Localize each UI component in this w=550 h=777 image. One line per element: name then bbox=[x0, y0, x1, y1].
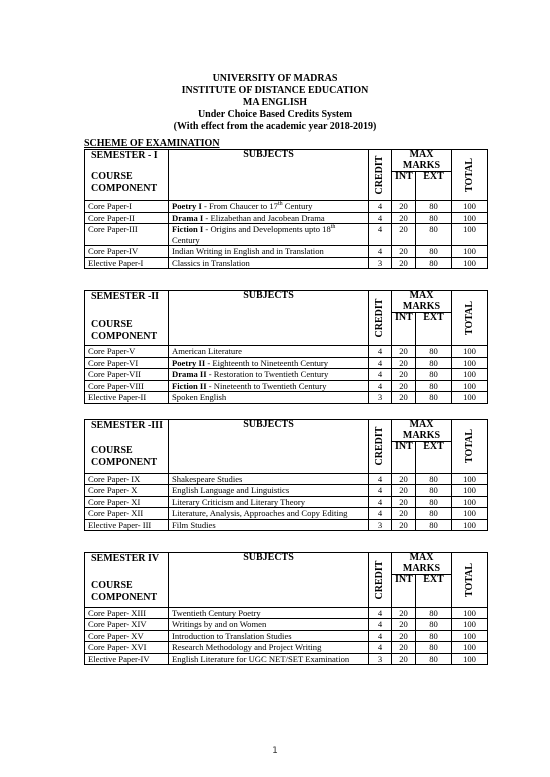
ext-marks: 80 bbox=[416, 508, 452, 520]
course-component: Elective Paper-II bbox=[85, 392, 169, 404]
total-label: TOTAL bbox=[463, 158, 475, 193]
int-marks: 20 bbox=[392, 630, 416, 642]
subject-text: Introduction to Translation Studies bbox=[172, 630, 292, 641]
subject bbox=[169, 485, 369, 497]
total-marks: 100 bbox=[452, 473, 488, 485]
subject-title: Poetry II bbox=[172, 357, 206, 368]
course-component: Core Paper-III bbox=[85, 224, 169, 246]
subject-text: Research Methodology and Project Writing bbox=[172, 642, 322, 653]
course-component: Core Paper- XI bbox=[85, 496, 169, 508]
subject-text: English Language and Linguistics bbox=[172, 485, 290, 496]
course-component-label: COURSE COMPONENT bbox=[91, 580, 158, 603]
ext-marks: 80 bbox=[416, 630, 452, 642]
table-row bbox=[85, 224, 488, 246]
header-int: INT bbox=[392, 172, 416, 201]
header-ext: EXT bbox=[416, 172, 452, 201]
ext-marks: 80 bbox=[416, 485, 452, 497]
course-component: Core Paper- IX bbox=[85, 473, 169, 485]
ext-marks: 80 bbox=[416, 346, 452, 358]
subject-text: - Origins and Developments upto 18 bbox=[203, 224, 331, 235]
ext-marks: 80 bbox=[416, 246, 452, 258]
table-row bbox=[85, 496, 488, 508]
total-marks: 100 bbox=[452, 653, 488, 665]
table-row bbox=[85, 346, 488, 358]
ordinal-suffix: th bbox=[277, 201, 283, 208]
course-component: Core Paper-VI bbox=[85, 357, 169, 369]
subject bbox=[169, 257, 369, 269]
institute-name: INSTITUTE OF DISTANCE EDUCATION bbox=[181, 85, 369, 96]
total-marks: 100 bbox=[452, 380, 488, 392]
int-marks: 20 bbox=[392, 369, 416, 381]
subject bbox=[169, 212, 369, 224]
ext-marks: 80 bbox=[416, 392, 452, 404]
ext-marks: 80 bbox=[416, 653, 452, 665]
subject bbox=[169, 392, 369, 404]
int-marks: 20 bbox=[392, 519, 416, 531]
table-row bbox=[85, 485, 488, 497]
semester-table bbox=[84, 149, 488, 269]
subject-title: Drama I bbox=[172, 212, 204, 223]
credit-label: CREDIT bbox=[373, 155, 385, 195]
credit-value: 4 bbox=[369, 473, 392, 485]
course-component: Elective Paper-I bbox=[85, 257, 169, 269]
header-subjects: SUBJECTS bbox=[169, 553, 369, 608]
header-max-marks: MAX MARKS bbox=[392, 420, 452, 442]
ext-marks: 80 bbox=[416, 212, 452, 224]
subject-title: Fiction II bbox=[172, 380, 207, 391]
page-number: 1 bbox=[272, 746, 278, 756]
subject bbox=[169, 246, 369, 258]
int-marks: 20 bbox=[392, 257, 416, 269]
subject bbox=[169, 653, 369, 665]
credit-value: 4 bbox=[369, 619, 392, 631]
int-marks: 20 bbox=[392, 212, 416, 224]
semester-table bbox=[84, 290, 488, 404]
header-course-component bbox=[85, 291, 169, 346]
semester-label: SEMESTER - I bbox=[91, 150, 158, 161]
credit-value: 4 bbox=[369, 485, 392, 497]
subject-text: - From Chaucer to 17 bbox=[201, 201, 278, 212]
subject bbox=[169, 519, 369, 531]
table-row bbox=[85, 519, 488, 531]
university-name: UNIVERSITY OF MADRAS bbox=[212, 73, 338, 84]
ext-marks: 80 bbox=[416, 473, 452, 485]
header-ext: EXT bbox=[416, 442, 452, 474]
subject-text-end: Century bbox=[282, 201, 313, 212]
subject bbox=[169, 630, 369, 642]
int-marks: 20 bbox=[392, 653, 416, 665]
course-component: Core Paper- XV bbox=[85, 630, 169, 642]
header-total bbox=[452, 291, 488, 346]
subject-text: Classics in Translation bbox=[172, 257, 250, 268]
ext-marks: 80 bbox=[416, 380, 452, 392]
header-course-component bbox=[85, 553, 169, 608]
table-row bbox=[85, 380, 488, 392]
int-marks: 20 bbox=[392, 607, 416, 619]
total-label: TOTAL bbox=[463, 301, 475, 336]
ext-marks: 80 bbox=[416, 369, 452, 381]
subject-text: Film Studies bbox=[172, 519, 216, 530]
ordinal-suffix: th bbox=[330, 224, 336, 231]
table-row bbox=[85, 357, 488, 369]
course-component-label: COURSE COMPONENT bbox=[91, 171, 158, 194]
course-component: Core Paper- XIII bbox=[85, 607, 169, 619]
credit-label: CREDIT bbox=[373, 426, 385, 466]
credit-value: 4 bbox=[369, 496, 392, 508]
credit-value: 4 bbox=[369, 630, 392, 642]
course-component: Elective Paper- III bbox=[85, 519, 169, 531]
int-marks: 20 bbox=[392, 357, 416, 369]
subject-text: English Literature for UGC NET/SET Examination bbox=[172, 653, 350, 664]
total-marks: 100 bbox=[452, 508, 488, 520]
total-marks: 100 bbox=[452, 496, 488, 508]
header-total bbox=[452, 420, 488, 474]
total-marks: 100 bbox=[452, 607, 488, 619]
course-component: Elective Paper-IV bbox=[85, 653, 169, 665]
credit-value: 4 bbox=[369, 346, 392, 358]
programme-name: MA ENGLISH bbox=[242, 97, 308, 108]
total-marks: 100 bbox=[452, 346, 488, 358]
credit-value: 4 bbox=[369, 607, 392, 619]
total-label: TOTAL bbox=[463, 562, 475, 597]
credit-value: 4 bbox=[369, 357, 392, 369]
course-component: Core Paper- XII bbox=[85, 508, 169, 520]
table-row bbox=[85, 653, 488, 665]
course-component: Core Paper- X bbox=[85, 485, 169, 497]
int-marks: 20 bbox=[392, 346, 416, 358]
subject-text: Shakespeare Studies bbox=[172, 473, 243, 484]
subject bbox=[169, 607, 369, 619]
subject bbox=[169, 496, 369, 508]
header-credit bbox=[369, 553, 392, 608]
int-marks: 20 bbox=[392, 224, 416, 246]
subject bbox=[169, 224, 369, 246]
course-component: Core Paper-VII bbox=[85, 369, 169, 381]
ext-marks: 80 bbox=[416, 619, 452, 631]
credit-value: 4 bbox=[369, 246, 392, 258]
header-total bbox=[452, 553, 488, 608]
header-max-marks: MAX MARKS bbox=[392, 553, 452, 575]
course-component: Core Paper-V bbox=[85, 346, 169, 358]
subject-text: Writings by and on Women bbox=[172, 619, 267, 630]
subject bbox=[169, 380, 369, 392]
course-component: Core Paper-I bbox=[85, 201, 169, 213]
course-component: Core Paper-II bbox=[85, 212, 169, 224]
int-marks: 20 bbox=[392, 619, 416, 631]
table-row bbox=[85, 212, 488, 224]
table-row bbox=[85, 630, 488, 642]
semester-label: SEMESTER -II bbox=[91, 291, 160, 302]
int-marks: 20 bbox=[392, 392, 416, 404]
subject-text: - Restoration to Twentieth Century bbox=[206, 369, 329, 380]
subject bbox=[169, 201, 369, 213]
subject bbox=[169, 619, 369, 631]
int-marks: 20 bbox=[392, 642, 416, 654]
total-marks: 100 bbox=[452, 619, 488, 631]
total-marks: 100 bbox=[452, 201, 488, 213]
ext-marks: 80 bbox=[416, 201, 452, 213]
header-subjects: SUBJECTS bbox=[169, 150, 369, 201]
subject-text: - Nineteenth to Twentieth Century bbox=[206, 380, 327, 391]
int-marks: 20 bbox=[392, 246, 416, 258]
ext-marks: 80 bbox=[416, 357, 452, 369]
credit-value: 3 bbox=[369, 519, 392, 531]
credit-value: 4 bbox=[369, 201, 392, 213]
int-marks: 20 bbox=[392, 485, 416, 497]
table-row bbox=[85, 201, 488, 213]
header-credit bbox=[369, 420, 392, 474]
total-marks: 100 bbox=[452, 369, 488, 381]
table-row bbox=[85, 607, 488, 619]
header-int: INT bbox=[392, 313, 416, 346]
header-total bbox=[452, 150, 488, 201]
effective-year: (With effect from the academic year 2018-2019) bbox=[173, 121, 377, 132]
subject-text: Spoken English bbox=[172, 392, 227, 403]
scheme-title: SCHEME OF EXAMINATION bbox=[84, 138, 220, 149]
header-course-component bbox=[85, 420, 169, 474]
ext-marks: 80 bbox=[416, 607, 452, 619]
total-marks: 100 bbox=[452, 212, 488, 224]
total-marks: 100 bbox=[452, 257, 488, 269]
credit-value: 3 bbox=[369, 392, 392, 404]
total-marks: 100 bbox=[452, 392, 488, 404]
table-row bbox=[85, 246, 488, 258]
subject-text: Twentieth Century Poetry bbox=[172, 607, 261, 618]
course-component: Core Paper- XIV bbox=[85, 619, 169, 631]
credit-label: CREDIT bbox=[373, 298, 385, 338]
subject bbox=[169, 369, 369, 381]
table-row bbox=[85, 508, 488, 520]
total-marks: 100 bbox=[452, 485, 488, 497]
total-marks: 100 bbox=[452, 519, 488, 531]
credit-value: 4 bbox=[369, 380, 392, 392]
table-row bbox=[85, 473, 488, 485]
subject-text: American Literature bbox=[172, 346, 242, 357]
semester-label: SEMESTER IV bbox=[91, 553, 160, 564]
subject-text: - Eighteenth to Nineteenth Century bbox=[205, 357, 329, 368]
int-marks: 20 bbox=[392, 508, 416, 520]
int-marks: 20 bbox=[392, 473, 416, 485]
subject-text: Literature, Analysis, Approaches and Copy Editing bbox=[172, 508, 348, 519]
ext-marks: 80 bbox=[416, 496, 452, 508]
semester-label: SEMESTER -III bbox=[91, 420, 163, 431]
header-int: INT bbox=[392, 575, 416, 608]
credit-value: 4 bbox=[369, 224, 392, 246]
credit-value: 3 bbox=[369, 257, 392, 269]
subject bbox=[169, 473, 369, 485]
course-component: Core Paper-VIII bbox=[85, 380, 169, 392]
credit-value: 3 bbox=[369, 653, 392, 665]
int-marks: 20 bbox=[392, 496, 416, 508]
subject bbox=[169, 508, 369, 520]
credit-value: 4 bbox=[369, 642, 392, 654]
credit-value: 4 bbox=[369, 212, 392, 224]
header-max-marks: MAX MARKS bbox=[392, 291, 452, 313]
total-label: TOTAL bbox=[463, 429, 475, 464]
course-component-label: COURSE COMPONENT bbox=[91, 445, 158, 468]
table-row bbox=[85, 642, 488, 654]
subject-text-end: Century bbox=[172, 234, 200, 245]
int-marks: 20 bbox=[392, 201, 416, 213]
header-credit bbox=[369, 150, 392, 201]
course-component-label: COURSE COMPONENT bbox=[91, 319, 158, 342]
credit-value: 4 bbox=[369, 369, 392, 381]
table-row bbox=[85, 257, 488, 269]
subject bbox=[169, 357, 369, 369]
header-ext: EXT bbox=[416, 313, 452, 346]
subject-text: Indian Writing in English and in Translation bbox=[172, 246, 324, 257]
header-subjects: SUBJECTS bbox=[169, 420, 369, 474]
header-credit bbox=[369, 291, 392, 346]
subject-title: Fiction I bbox=[172, 224, 204, 235]
table-row bbox=[85, 619, 488, 631]
semester-table bbox=[84, 419, 488, 531]
total-marks: 100 bbox=[452, 246, 488, 258]
subject-title: Poetry I bbox=[172, 201, 202, 212]
subject bbox=[169, 346, 369, 358]
credit-system: Under Choice Based Credits System bbox=[197, 109, 353, 120]
credit-label: CREDIT bbox=[373, 560, 385, 600]
ext-marks: 80 bbox=[416, 519, 452, 531]
course-component: Core Paper- XVI bbox=[85, 642, 169, 654]
ext-marks: 80 bbox=[416, 642, 452, 654]
ext-marks: 80 bbox=[416, 257, 452, 269]
course-component: Core Paper-IV bbox=[85, 246, 169, 258]
header-int: INT bbox=[392, 442, 416, 474]
int-marks: 20 bbox=[392, 380, 416, 392]
subject-title: Drama II bbox=[172, 369, 207, 380]
ext-marks: 80 bbox=[416, 224, 452, 246]
subject-text: Literary Criticism and Literary Theory bbox=[172, 496, 305, 507]
semester-table bbox=[84, 552, 488, 665]
header-subjects: SUBJECTS bbox=[169, 291, 369, 346]
total-marks: 100 bbox=[452, 642, 488, 654]
total-marks: 100 bbox=[452, 224, 488, 246]
total-marks: 100 bbox=[452, 630, 488, 642]
header-max-marks: MAX MARKS bbox=[392, 150, 452, 172]
header-ext: EXT bbox=[416, 575, 452, 608]
header-course-component bbox=[85, 150, 169, 201]
total-marks: 100 bbox=[452, 357, 488, 369]
subject bbox=[169, 642, 369, 654]
subject-text: - Elizabethan and Jacobean Drama bbox=[203, 212, 325, 223]
table-row bbox=[85, 369, 488, 381]
credit-value: 4 bbox=[369, 508, 392, 520]
table-row bbox=[85, 392, 488, 404]
